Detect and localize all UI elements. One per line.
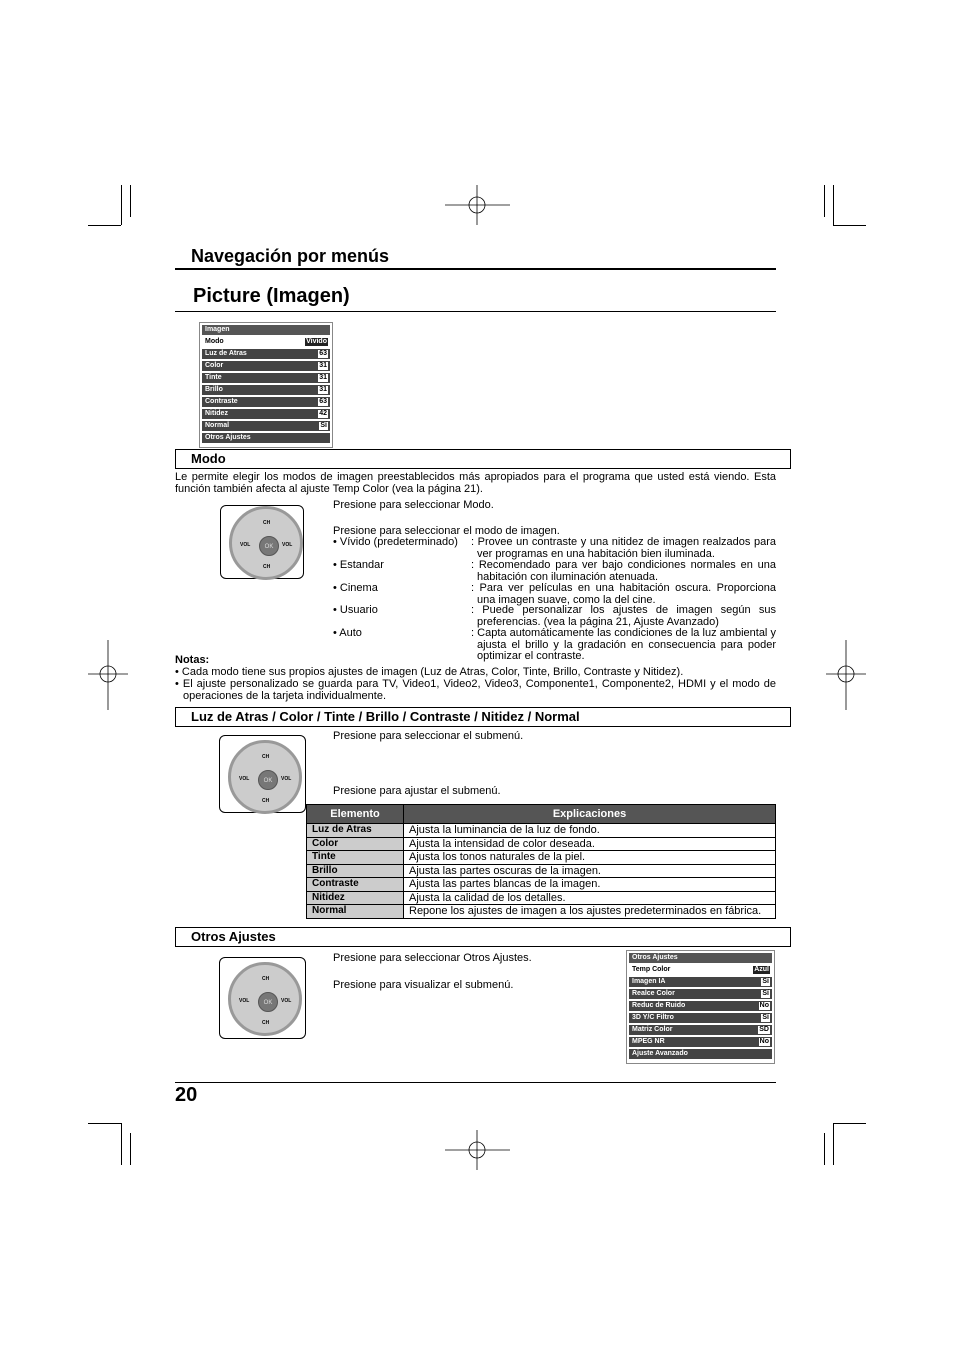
divider: [175, 1082, 776, 1083]
menu-row-value: Sí: [320, 422, 327, 429]
divider: [175, 311, 776, 312]
mode-option-desc: : Puede personalizar los ajustes de imagen según sus preferencias. (vea la página 21, Ajuste Avanzado): [471, 604, 776, 628]
mode-option-desc: : Capta automáticamente las condiciones de la luz ambiental y ajusta el brillo y la gradación en consecuencia para poder optimizar el contraste.: [471, 627, 776, 662]
explanation-cell: Ajusta los tonos naturales de la piel.: [404, 851, 776, 865]
crop-mark: [121, 185, 122, 225]
crop-mark: [833, 1123, 834, 1165]
imagen-menu-screenshot: [199, 322, 333, 448]
menu-row: [202, 385, 330, 395]
menu-row: [202, 433, 330, 443]
table-row: [307, 891, 776, 905]
menu-row-label: Normal: [205, 422, 230, 429]
menu-row-value: 31: [319, 362, 327, 369]
ch-up-label: CH: [263, 520, 271, 526]
mode-option-desc: : Para ver películas en una habitación oscura. Proporciona una imagen suave, como la del cine.: [471, 582, 776, 606]
registration-mark: [826, 640, 866, 710]
element-cell: Luz de Atras: [307, 824, 404, 838]
registration-mark: [445, 185, 510, 225]
mode-option-desc: : Recomendado para ver bajo condiciones normales en una habitación con iluminación atenuada.: [471, 559, 776, 583]
remote-dpad: [229, 506, 303, 580]
menu-row-label: Nitidez: [205, 410, 228, 417]
table-row: [307, 837, 776, 851]
explanation-cell: Repone los ajustes de imagen a los ajustes predeterminados en fábrica.: [404, 905, 776, 919]
menu-row-value: 31: [319, 386, 327, 393]
vol-right-label: VOL: [281, 998, 292, 1004]
menu-row: [202, 397, 330, 407]
table-row: [307, 851, 776, 865]
divider: [175, 268, 776, 270]
mode-option-name: • Auto: [333, 627, 362, 639]
crop-mark: [88, 225, 121, 226]
crop-mark: [833, 225, 866, 226]
vol-left-label: VOL: [239, 998, 250, 1004]
menu-row-label: Temp Color: [632, 966, 671, 973]
table-row: [307, 878, 776, 892]
mode-option-name: • Estandar: [333, 559, 384, 571]
vol-left-label: VOL: [239, 776, 250, 782]
otros-menu-screenshot: [626, 950, 775, 1064]
ok-button: OK: [258, 992, 278, 1012]
menu-row-label: Reduc de Ruido: [632, 1002, 686, 1009]
table-row: [307, 824, 776, 838]
vol-right-label: VOL: [281, 776, 292, 782]
crop-mark: [130, 185, 131, 217]
menu-row-label: Color: [205, 362, 224, 369]
menu-row-label: Matriz Color: [632, 1026, 673, 1033]
crop-mark: [833, 185, 834, 225]
menu-row-value: No: [759, 1038, 769, 1045]
menu-row-label: Contraste: [205, 398, 238, 405]
menu-row-value: Vivido: [306, 338, 327, 345]
menu-row-label: 3D Y/C Filtro: [632, 1014, 674, 1021]
explanation-cell: Ajusta la luminancia de la luz de fondo.: [404, 824, 776, 838]
mode-option-name: • Usuario: [333, 604, 378, 616]
element-cell: Nitidez: [307, 891, 404, 905]
menu-title: Otros Ajustes: [629, 953, 772, 963]
menu-row: [202, 337, 330, 347]
menu-row-label: Brillo: [205, 386, 223, 393]
menu-row-label: Luz de Atras: [205, 350, 247, 357]
menu-row-value: 63: [319, 350, 327, 357]
menu-row: [629, 1001, 772, 1011]
ok-button: OK: [258, 770, 278, 790]
callout-text: Presione para seleccionar Otros Ajustes.: [333, 952, 532, 964]
menu-row: [629, 965, 772, 975]
callout-text: Presione para seleccionar Modo.: [333, 499, 494, 511]
mode-option-name: • Vívido (predeterminado): [333, 536, 458, 548]
vol-left-label: VOL: [240, 542, 251, 548]
note: • El ajuste personalizado se guarda para TV, Video1, Video2, Video3, Componente1, Componente2, HDMI y el modo de operaciones de la tarjeta individualmente.: [175, 678, 776, 702]
notes-title: Notas:: [175, 654, 210, 666]
menu-row-label: Imagen IA: [632, 978, 666, 985]
menu-row-value: Azul: [754, 966, 769, 973]
element-cell: Brillo: [307, 864, 404, 878]
element-cell: Tinte: [307, 851, 404, 865]
vol-right-label: VOL: [282, 542, 293, 548]
crop-mark: [88, 1123, 121, 1124]
menu-row: [629, 1037, 772, 1047]
explanation-cell: Ajusta la calidad de los detalles.: [404, 891, 776, 905]
mode-option-desc: : Provee un contraste y una nitidez de imagen realzados para ver programas en una habitación bien iluminada.: [471, 536, 776, 560]
crop-mark: [824, 1133, 825, 1165]
table-row: [307, 864, 776, 878]
remote-dpad: [228, 962, 302, 1036]
element-cell: Normal: [307, 905, 404, 919]
explanation-cell: Ajusta las partes oscuras de la imagen.: [404, 864, 776, 878]
crop-mark: [833, 1123, 866, 1124]
explanation-cell: Ajusta la intensidad de color deseada.: [404, 837, 776, 851]
callout-text: Presione para seleccionar el submenú.: [333, 730, 524, 742]
menu-row-label: Modo: [205, 338, 224, 345]
menu-row-value: No: [759, 1002, 769, 1009]
menu-row: [629, 1049, 772, 1059]
page-number: 20: [175, 1084, 198, 1106]
menu-row-value: Sí: [762, 978, 769, 985]
menu-row: [629, 1013, 772, 1023]
menu-row: [629, 989, 772, 999]
modo-intro: Le permite elegir los modos de imagen preestablecidos más apropiados para el programa que usted está viendo. Esta función también afecta al ajuste Temp Color (vea la página 21).: [175, 471, 776, 495]
menu-row: [202, 349, 330, 359]
otros-section-header: Otros Ajustes: [175, 927, 791, 947]
explanations-table: [306, 804, 776, 919]
menu-row-label: MPEG NR: [632, 1038, 665, 1045]
crop-mark: [824, 185, 825, 217]
menu-row-value: SD: [759, 1026, 769, 1033]
menu-title: Imagen: [202, 325, 330, 335]
menu-row-label: Tinte: [205, 374, 222, 381]
menu-row-value: Sí: [762, 1014, 769, 1021]
ch-down-label: CH: [263, 564, 271, 570]
page-title: Picture (Imagen): [193, 285, 350, 307]
callout-text: Presione para seleccionar el modo de imagen.: [333, 525, 560, 537]
menu-row-label: Otros Ajustes: [205, 434, 251, 441]
menu-row: [629, 977, 772, 987]
column-header: Elemento: [307, 805, 404, 824]
menu-row: [202, 421, 330, 431]
table-row: [307, 905, 776, 919]
menu-row: [629, 1025, 772, 1035]
registration-mark: [88, 640, 128, 710]
menu-row: [202, 409, 330, 419]
crop-mark: [121, 1123, 122, 1165]
menu-row-label: Ajuste Avanzado: [632, 1050, 688, 1057]
menu-row: [202, 373, 330, 383]
menu-row-value: 63: [319, 398, 327, 405]
menu-row-label: Realce Color: [632, 990, 675, 997]
menu-row-value: 42: [319, 410, 327, 417]
note: • Cada modo tiene sus propios ajustes de imagen (Luz de Atras, Color, Tinte, Brillo, Contraste y Nitidez).: [175, 666, 684, 678]
menu-row-value: Sí: [762, 990, 769, 997]
menu-row: [202, 361, 330, 371]
section-heading: Navegación por menús: [191, 246, 390, 266]
registration-mark: [445, 1130, 510, 1170]
ch-up-label: CH: [262, 976, 270, 982]
crop-mark: [130, 1133, 131, 1165]
mode-option-name: • Cinema: [333, 582, 378, 594]
element-cell: Color: [307, 837, 404, 851]
callout-text: Presione para visualizar el submenú.: [333, 979, 514, 991]
callout-text: Presione para ajustar el submenú.: [333, 785, 501, 797]
explanation-cell: Ajusta las partes blancas de la imagen.: [404, 878, 776, 892]
element-cell: Contraste: [307, 878, 404, 892]
remote-dpad: [228, 740, 302, 814]
column-header: Explicaciones: [404, 805, 776, 824]
ch-down-label: CH: [262, 798, 270, 804]
modo-section-header: Modo: [175, 449, 791, 469]
ch-up-label: CH: [262, 754, 270, 760]
ch-down-label: CH: [262, 1020, 270, 1026]
menu-row-value: 31: [319, 374, 327, 381]
ajustes-section-header: Luz de Atras / Color / Tinte / Brillo / Contraste / Nitidez / Normal: [175, 707, 791, 727]
ok-button: OK: [259, 536, 279, 556]
